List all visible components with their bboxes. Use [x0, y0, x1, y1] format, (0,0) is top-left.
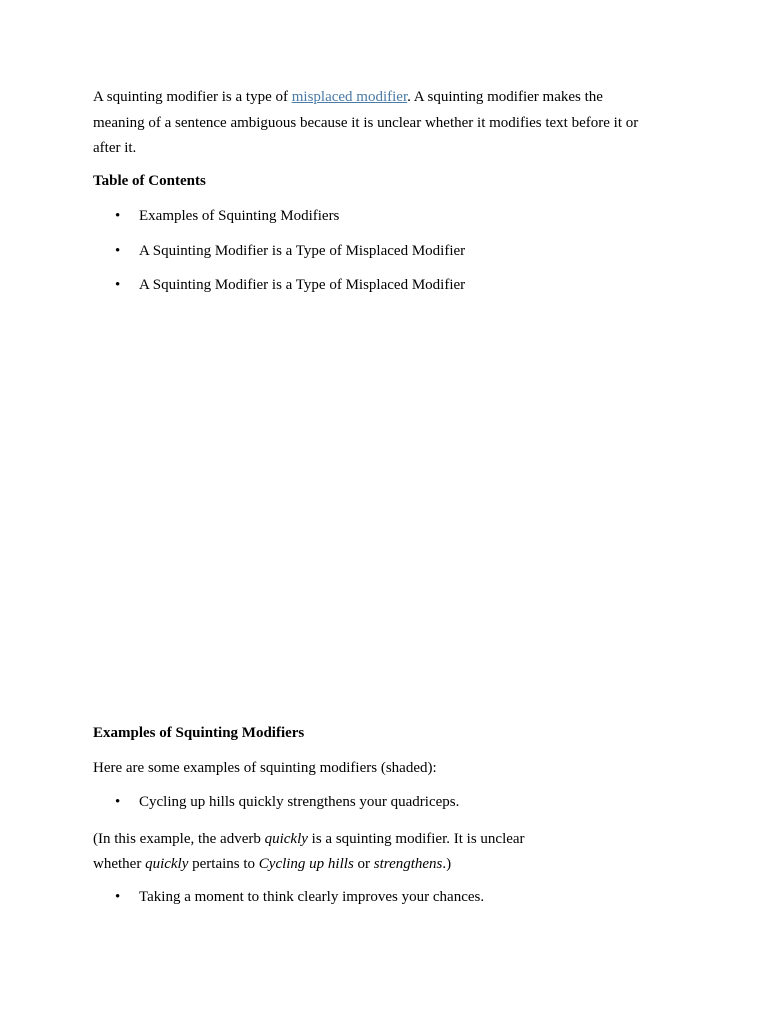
toc-item-label: A Squinting Modifier is a Type of Misplaced Modifier: [139, 243, 466, 259]
explanation-text: (In this example, the adverb: [93, 831, 265, 847]
toc-item-label: A Squinting Modifier is a Type of Misplaced Modifier: [139, 277, 466, 293]
italic-term: quickly: [264, 831, 308, 847]
explanation-text: or: [353, 856, 374, 872]
intro-text-line3: after it.: [93, 140, 137, 156]
intro-text-continued: . A squinting modifier makes the: [407, 89, 603, 105]
explanation-text: pertains to: [188, 856, 259, 872]
intro-text-start: A squinting modifier is a type of: [93, 89, 292, 105]
toc-heading: Table of Contents: [93, 173, 206, 189]
italic-term: quickly: [145, 856, 189, 872]
section-heading: Examples of Squinting Modifiers: [93, 725, 305, 741]
toc-item-label: Examples of Squinting Modifiers: [139, 208, 340, 224]
intro-text-line2: meaning of a sentence ambiguous because it is unclear whether it modifies text before it or: [93, 114, 639, 131]
intro-paragraph: [93, 85, 673, 162]
bullet-icon: •: [115, 277, 121, 293]
explanation-text: .): [442, 856, 452, 872]
example-sentence: Cycling up hills quickly strengthens your quadriceps.: [139, 794, 460, 810]
explanation-text: whether: [93, 856, 146, 872]
examples-intro-paragraph: Here are some examples of squinting modifiers (shaded):: [93, 760, 437, 776]
italic-term: Cycling up hills: [258, 856, 354, 872]
example-explanation: [93, 827, 673, 877]
bullet-icon: •: [115, 243, 121, 259]
example-sentence: Taking a moment to think clearly improves your chances.: [139, 889, 485, 905]
bullet-icon: •: [115, 889, 121, 905]
misplaced-modifier-link[interactable]: misplaced modifier: [291, 89, 408, 105]
italic-term: strengthens: [373, 856, 443, 872]
bullet-icon: •: [115, 208, 121, 224]
explanation-text: is a squinting modifier. It is unclear: [307, 831, 525, 847]
bullet-icon: •: [115, 794, 121, 810]
